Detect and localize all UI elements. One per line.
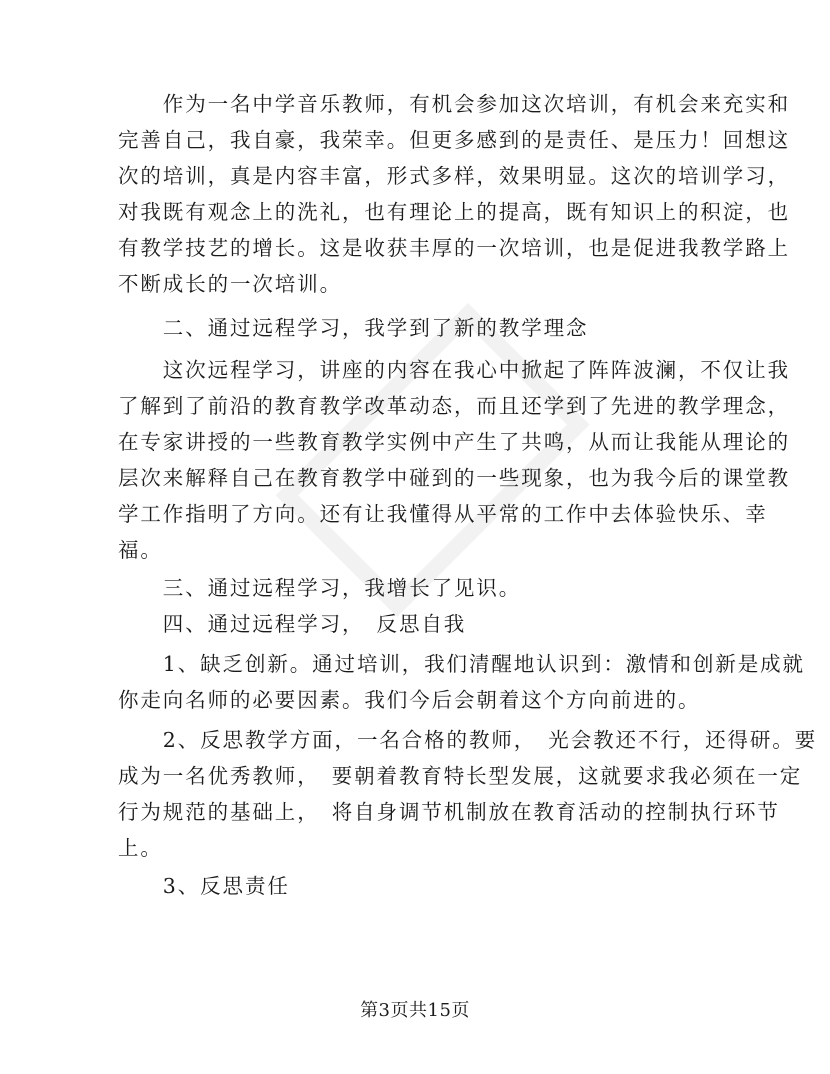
text-line: 这次远程学习，讲座的内容在我心中掀起了阵阵波澜，不仅让我 [118, 358, 790, 382]
text-line: 2、反思教学方面，一名合格的教师， 光会教还不行，还得研。要 [118, 728, 818, 752]
section-heading-2 [118, 310, 718, 346]
heading-text: 三、通过远程学习，我增长了见识。 [118, 576, 522, 600]
paragraph-section-2 [118, 352, 790, 568]
text-line: 上。 [118, 836, 163, 860]
section-heading-3 [118, 570, 718, 606]
text-line: 不断成长的一次培训。 [118, 272, 342, 296]
text-line: 作为一名中学音乐教师，有机会参加这次培训，有机会来充实和 [118, 92, 790, 116]
heading-text: 二、通过远程学习，我学到了新的教学理念 [118, 316, 589, 340]
text-line: 行为规范的基础上， 将自身调节机制放在教育活动的控制执行环节 [118, 800, 780, 824]
text-line: 1、缺乏创新。通过培训，我们清醒地认识到：激情和创新是成就 [118, 652, 805, 676]
section-heading-4 [118, 606, 718, 642]
text-line: 层次来解释自己在教育教学中碰到的一些现象，也为我今后的课堂教 [118, 466, 790, 490]
text-line: 成为一名优秀教师， 要朝着教育特长型发展，这就要求我必须在一定 [118, 764, 803, 788]
list-item-3 [118, 868, 718, 904]
text-line: 次的培训，真是内容丰富，形式多样，效果明显。这次的培训学习， [118, 164, 790, 188]
paragraph-intro [118, 86, 790, 302]
list-item-1 [118, 646, 805, 718]
text-line: 了解到了前沿的教育教学改革动态，而且还学到了先进的教学理念， [118, 394, 790, 418]
text-line: 完善自己，我自豪，我荣幸。但更多感到的是责任、是压力！回想这 [118, 128, 790, 152]
text-line: 福。 [118, 538, 163, 562]
page-number-footer: 第3页共15页 [360, 1000, 470, 1021]
text-line: 在专家讲授的一些教育教学实例中产生了共鸣，从而让我能从理论的 [118, 430, 790, 454]
list-item-2 [118, 722, 818, 866]
text-line: 学工作指明了方向。还有让我懂得从平常的工作中去体验快乐、幸 [118, 502, 768, 526]
text-line: 你走向名师的必要因素。我们今后会朝着这个方向前进的。 [118, 688, 701, 712]
text-line: 对我既有观念上的洗礼，也有理论上的提高，既有知识上的积淀，也 [118, 200, 790, 224]
text-line: 3、反思责任 [118, 874, 290, 898]
heading-text: 四、通过远程学习， 反思自我 [118, 612, 467, 636]
text-line: 有教学技艺的增长。这是收获丰厚的一次培训，也是促进我教学路上 [118, 236, 790, 260]
